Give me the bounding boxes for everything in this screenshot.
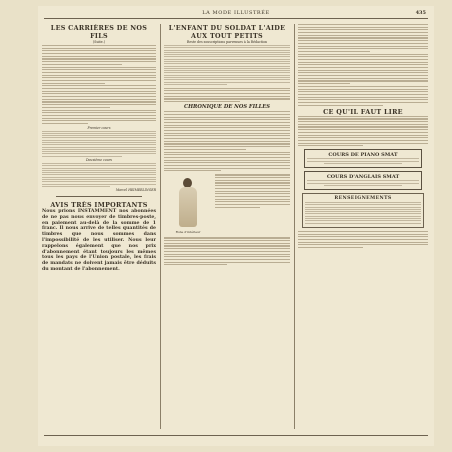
fashion-figure — [175, 178, 201, 228]
souscriptions-subtitle: Reste des souscriptions parvenues à la Rédaction — [186, 40, 268, 44]
column-1 — [42, 24, 156, 429]
running-title: LA MODE ILLUSTRÉE — [202, 10, 270, 16]
chronique-body — [164, 111, 290, 171]
column-2 — [164, 24, 290, 429]
separator — [56, 196, 142, 197]
renseignements-table — [302, 193, 424, 228]
anglais-ad — [304, 171, 422, 190]
correspondence-body — [298, 24, 428, 106]
closing-text — [298, 231, 428, 248]
course-list-2 — [42, 163, 156, 187]
course-list-1 — [42, 131, 156, 157]
reading-title: CE QU'IL FAUT LIRE — [323, 107, 403, 116]
article-title-carrieres: LES CARRIÈRES DE NOS FILS — [50, 24, 148, 40]
chronique-title: CHRONIQUE DE NOS FILLES — [183, 104, 270, 111]
page-number: 435 — [415, 10, 426, 16]
page-footer — [38, 432, 434, 444]
subheading-premier-cours: Premier cours — [87, 125, 111, 130]
column-divider-1 — [160, 24, 161, 429]
article-subtitle: (Suite.) — [93, 40, 105, 44]
running-header — [38, 10, 434, 19]
souscription-notice — [164, 88, 290, 103]
article-signature: Marcel HEIMERLINGER — [115, 188, 156, 193]
header-rule — [44, 18, 428, 19]
column-3 — [298, 24, 428, 429]
article-body-1 — [42, 45, 156, 124]
avis-title: AVIS TRÈS IMPORTANTS — [50, 201, 148, 210]
figure-caption: Robe d'intérieur — [175, 230, 201, 235]
illustration-block — [164, 174, 290, 234]
subheading-deuxieme-cours: Deuxième cours — [85, 158, 113, 162]
article-title-enfant-soldat: L'ENFANT DU SOLDAT L'AIDE AUX TOUT PETITS — [168, 24, 286, 40]
subscription-list — [164, 45, 290, 85]
anglais-ad-title: COURS D'ANGLAIS SMAT — [326, 174, 400, 181]
avis-text: Nous prions INSTAMMENT nos abonnées de ne pas nous envoyer de timbres-poste, en paiement au-delà de la somme de 1 franc. Il nous arrive de telles quantités de timbres que nous sommes dans l'impossibilité de les utiliser. Nous leur rappelons également que nos prix d'abonnement étant toujours les mêmes tous les pays de l'Union postale, les frais de mandats ne doivent jamais être déduits du montant de l'abonnement. — [42, 209, 156, 273]
renseignements-title: RENSEIGNEMENTS — [334, 196, 392, 202]
magazine-page — [38, 6, 434, 446]
piano-ad-title: COURS DE PIANO SMAT — [328, 152, 398, 159]
column-divider-2 — [294, 24, 295, 429]
chronique-body-2 — [164, 237, 290, 265]
piano-ad — [304, 149, 422, 168]
reading-body — [298, 116, 428, 147]
